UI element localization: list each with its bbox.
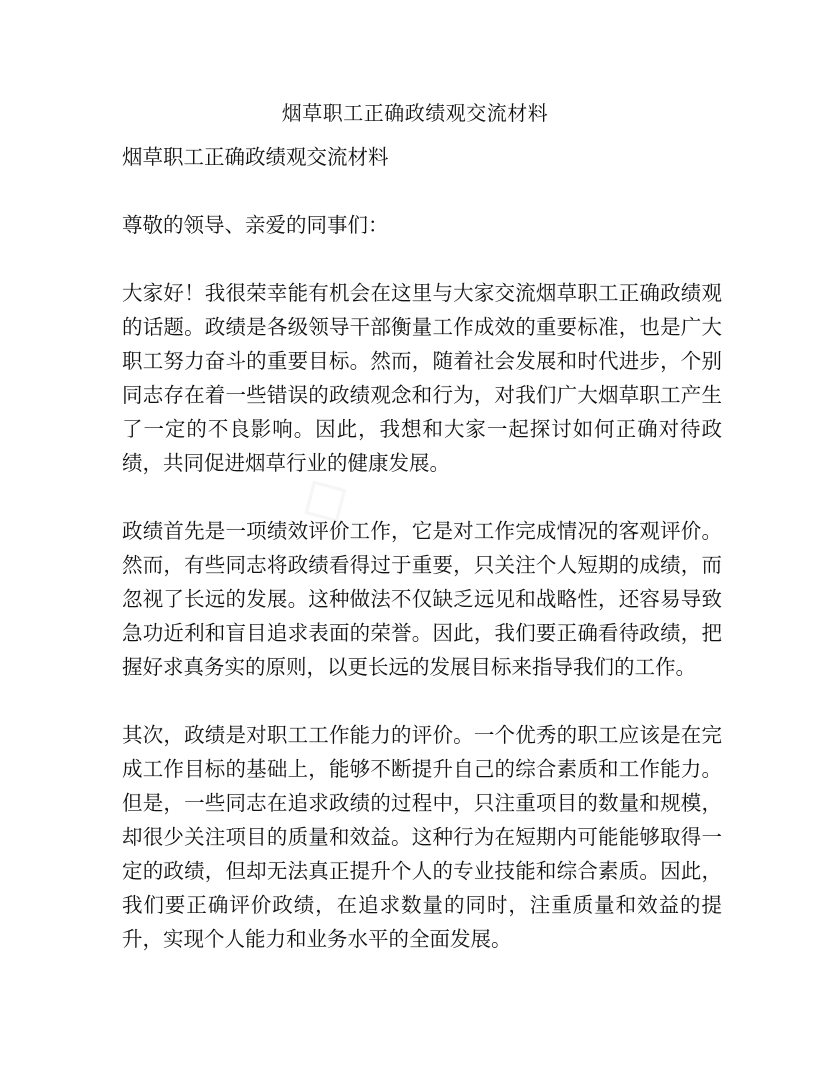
paragraph: 其次，政绩是对职工工作能力的评价。一个优秀的职工应该是在完成工作目标的基础上，能够不断提升自己的综合素质和工作能力。但是，一些同志在追求政绩的过程中，只注重项目的数量和规模，却很少关注项目的质量和效益。这种行为在短期内可能能够取得一定的政绩，但却无法真正提升个人的专业技能和综合素质。因此，我们要正确评价政绩，在追求数量的同时，注重质量和效益的提升，实现个人能力和业务水平的全面发展。 <box>122 723 722 951</box>
document-body <box>122 140 722 956</box>
document-title: 烟草职工正确政绩观交流材料 <box>281 101 549 125</box>
greeting: 尊敬的领导、亲爱的同事们： <box>122 213 389 237</box>
document-subtitle: 烟草职工正确政绩观交流材料 <box>122 145 389 169</box>
paragraph: 政绩首先是一项绩效评价工作，它是对工作完成情况的客观评价。然而，有些同志将政绩看得过于重要，只关注个人短期的成绩，而忽视了长远的发展。这种做法不仅缺乏远见和战略性，还容易导致急功近利和盲目追求表面的荣誉。因此，我们要正确看待政绩，把握好求真务实的原则，以更长远的发展目标来指导我们的工作。 <box>122 519 722 679</box>
paragraph: 大家好！我很荣幸能有机会在这里与大家交流烟草职工正确政绩观的话题。政绩是各级领导干部衡量工作成效的重要标准，也是广大职工努力奋斗的重要目标。然而，随着社会发展和时代进步，个别同志存在着一些错误的政绩观念和行为，对我们广大烟草职工产生了一定的不良影响。因此，我想和大家一起探讨如何正确对待政绩，共同促进烟草行业的健康发展。 <box>122 281 722 475</box>
